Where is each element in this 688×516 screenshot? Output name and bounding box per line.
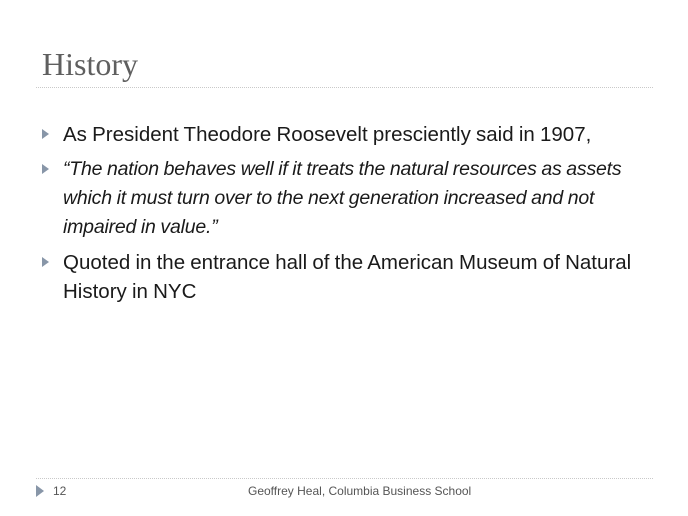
- slide-number: 12: [53, 484, 67, 498]
- slide-title: History: [42, 46, 138, 82]
- quote-text: “The nation behaves well if it treats the natural resources as assets which it must turn over to the next generation increased and not impaired in value.”: [63, 158, 622, 238]
- bullet-text: Quoted in the entrance hall of the American Museum of Natural History in NYC: [63, 251, 632, 303]
- triangle-right-icon: [42, 257, 49, 267]
- footer-text: Geoffrey Heal, Columbia Business School: [248, 484, 472, 498]
- triangle-right-icon: [42, 164, 49, 174]
- title-divider: [36, 87, 653, 88]
- bullet-item: [40, 248, 652, 306]
- bullet-item: [40, 120, 652, 149]
- triangle-right-icon: [42, 129, 49, 139]
- bullet-item: [40, 155, 652, 242]
- bullet-text: As President Theodore Roosevelt presciently said in 1907,: [63, 123, 592, 146]
- footer-divider: [36, 478, 653, 479]
- bullet-list: [40, 120, 652, 312]
- triangle-right-icon: [36, 485, 44, 497]
